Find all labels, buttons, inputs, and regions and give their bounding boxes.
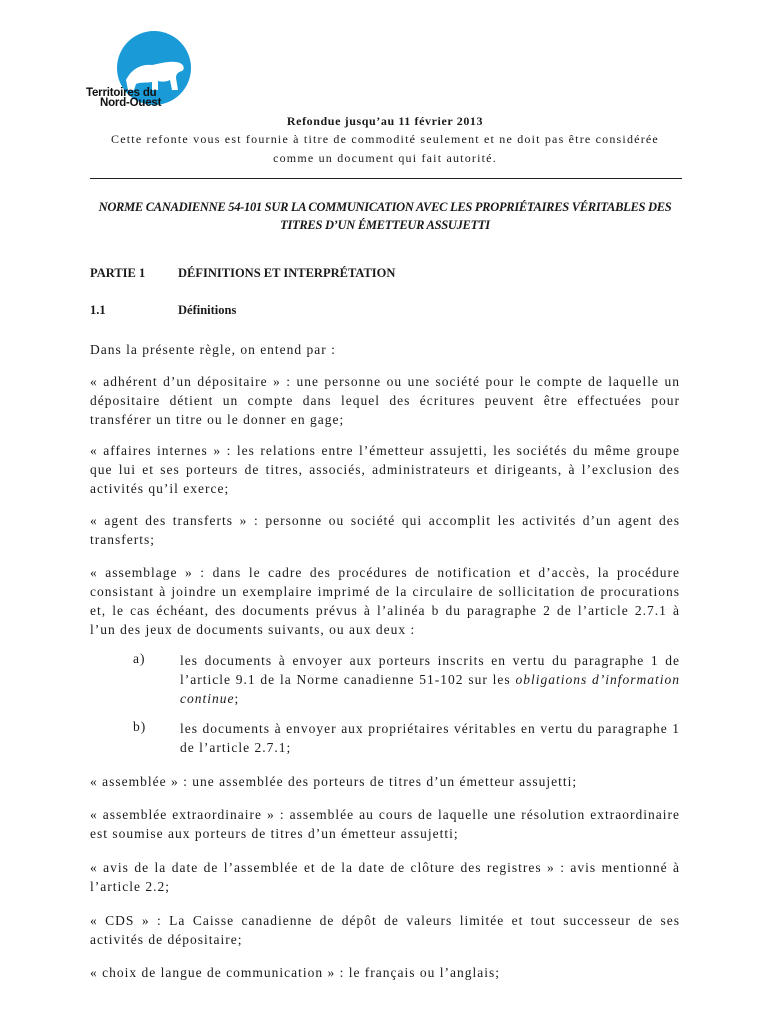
definition-paragraph: « adhérent d’un dépositaire » : une personne ou une société pour le compte de laquelle un dépositaire détient un compte dans lequel des écritures peuvent être effectuées pour transférer un titre ou le donner en gage; <box>90 374 680 427</box>
list-item-letter: b) <box>133 719 147 734</box>
part-heading: DÉFINITIONS ET INTERPRÉTATION <box>178 266 396 280</box>
list-item-text: les documents à envoyer aux porteurs inscrits en vertu du paragraphe 1 de l’article 9.1 de la Norme canadienne 51-102 sur les obligations d’information continue; <box>180 653 680 706</box>
logo-wordmark <box>86 88 161 108</box>
logo-text-line2: Nord-Ouest <box>100 97 162 109</box>
definition-paragraph: « assemblage » : dans le cadre des procédures de notification et d’accès, la procédure consistant à joindre un exemplaire imprimé de la circulaire de sollicitation de procurations et, le cas échéant, des documents prévus à l’alinéa b du paragraphe 2 de l’article 2.7.1 à l’un des jeux de documents suivants, ou aux deux : <box>90 565 680 637</box>
definition-paragraph: « avis de la date de l’assemblée et de la date de clôture des registres » : avis mentionné à l’article 2.2; <box>90 860 680 894</box>
definition-paragraph: « CDS » : La Caisse canadienne de dépôt de valeurs limitée et tout successeur de ses activités de dépositaire; <box>90 913 680 947</box>
definition-paragraph: « choix de langue de communication » : le français ou l’anglais; <box>90 965 501 980</box>
intro-paragraph: Dans la présente règle, on entend par : <box>90 342 336 357</box>
logo-text-line1: Territoires du <box>86 87 157 99</box>
part-number: PARTIE 1 <box>90 266 146 280</box>
list-item-letter: a) <box>133 651 146 666</box>
definition-paragraph: « agent des transferts » : personne ou société qui accomplit les activités d’un agent des transferts; <box>90 513 680 547</box>
definition-paragraph: « assemblée extraordinaire » : assemblée au cours de laquelle une résolution extraordinaire est soumise aux porteurs de titres d’un émetteur assujetti; <box>90 807 680 841</box>
section-number: 1.1 <box>90 303 106 317</box>
definition-paragraph: « affaires internes » : les relations entre l’émetteur assujetti, les sociétés du même groupe que lui et ses porteurs de titres, associés, administrateurs et dirigeants, à l’exclusion des activités qu’il exerce; <box>90 443 680 496</box>
consolidation-date: Refondue jusqu’au 11 février 2013 <box>286 114 484 128</box>
list-item-text: les documents à envoyer aux propriétaires véritables en vertu du paragraphe 1 de l’article 2.7.1; <box>180 721 680 755</box>
document-title: NORME CANADIENNE 54-101 SUR LA COMMUNICATION AVEC LES PROPRIÉTAIRES VÉRITABLES DES TITRES D’UN ÉMETTEUR ASSUJETTI <box>98 200 672 232</box>
header-divider <box>90 178 682 179</box>
consolidation-notice: Cette refonte vous est fournie à titre de commodité seulement et ne doit pas être considérée comme un document qui fait autorité. <box>111 132 659 165</box>
definition-paragraph: « assemblée » : une assemblée des porteurs de titres d’un émetteur assujetti; <box>90 774 578 789</box>
section-heading: Définitions <box>178 303 237 317</box>
